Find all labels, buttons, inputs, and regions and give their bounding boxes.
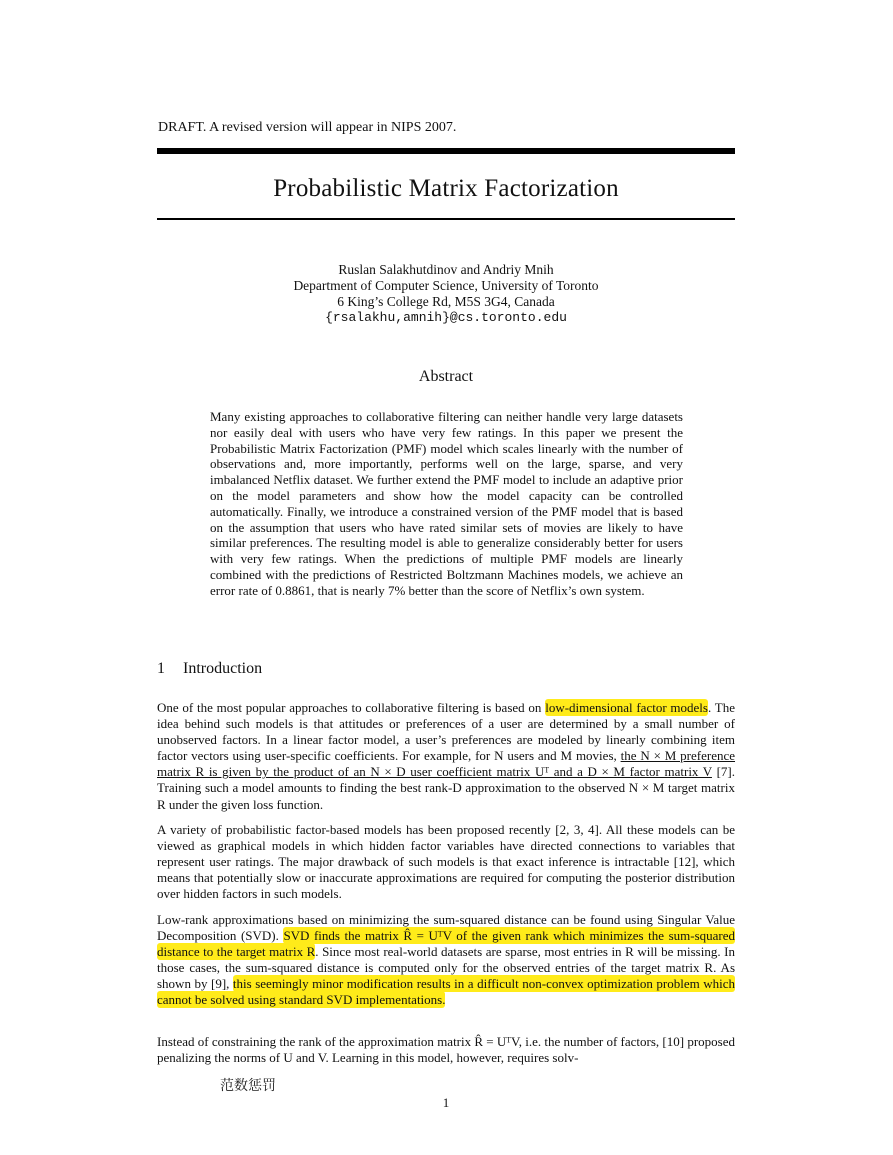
handwritten-annotation: 范数惩罚 — [220, 1078, 276, 1094]
abstract-text: Many existing approaches to collaborative filtering can neither handle very large datasets nor easily deal with users who have very few ratings. In this paper we present the Probabilistic Matrix Factorization (PMF) model which scales linearly with the number of observations and, more importantly, performs well on the large, sparse, and very imbalanced Netflix dataset. We further extend the PMF model to include an adaptive prior on the model parameters and show how the model capacity can be controlled automatically. Finally, we introduce a constrained version of the PMF model that is based on the assumption that users who have rated similar sets of movies are likely to have similar preferences. The resulting model is able to generalize considerably better for users with very few ratings. When the predictions of multiple PMF models are linearly combined with the predictions of Restricted Boltzmann Machines models, we achieve an error rate of 0.8861, that is nearly 7% better than the score of Netflix’s own system. — [210, 409, 683, 598]
section-number: 1 — [157, 660, 165, 677]
highlight: SVD finds the matrix R̂ = UᵀV of the given rank which minimizes the sum-squared distance to the target matrix R — [157, 928, 735, 960]
page-number: 1 — [442, 1095, 450, 1110]
text-run: [7]. Training such a model amounts to finding the best rank-D approximation to the observed N × M target matrix R under the given loss function. — [157, 764, 735, 812]
email: {rsalakhu,amnih}@cs.toronto.edu — [325, 310, 567, 325]
intro-paragraph-1 — [157, 700, 735, 813]
text-run: One of the most popular approaches to collaborative filtering is based on — [157, 700, 546, 715]
affiliation: Department of Computer Science, University of Toronto — [293, 278, 599, 293]
intro-paragraph-3 — [157, 912, 735, 1009]
paper-title: Probabilistic Matrix Factorization — [273, 175, 619, 202]
authors: Ruslan Salakhutdinov and Andriy Mnih — [338, 262, 554, 277]
section-heading — [157, 660, 262, 678]
title-bottom-rule — [157, 218, 735, 220]
text-run: Low-rank approximations based on minimizing the sum-squared distance can be found using Singular Value Decomposition (SVD). — [157, 912, 735, 944]
intro-paragraph-2: A variety of probabilistic factor-based models has been proposed recently [2, 3, 4]. All these models can be viewed as graphical models in which hidden factor variables have directed connections to variables that represent user ratings. The major drawback of such models is that exact inference is intractable [12], which means that potentially slow or inaccurate approximations are required for computing the posterior distribution over hidden factors in such models. — [157, 822, 735, 902]
draft-note: DRAFT. A revised version will appear in NIPS 2007. — [158, 120, 457, 135]
highlight: this seemingly minor modification results in a difficult non-convex optimization problem which cannot be solved using standard SVD implementations. — [157, 976, 735, 1008]
title-top-rule — [157, 148, 735, 154]
address: 6 King’s College Rd, M5S 3G4, Canada — [337, 294, 555, 309]
text-run: . Since most real-world datasets are sparse, most entries in R will be missing. In those cases, the sum-squared distance is computed only for the observed entries of the target matrix R. As shown by [9], — [157, 944, 735, 992]
underline: the N × M preference matrix R is given by the product of an N × D user coefficient matrix Uᵀ and a D × M factor matrix V — [157, 748, 736, 780]
author-block — [157, 262, 735, 326]
abstract-heading: Abstract — [418, 368, 474, 385]
section-title: Introduction — [183, 660, 263, 677]
highlight: low-dimensional factor models — [545, 700, 708, 715]
text-run: . The idea behind such models is that attitudes or preferences of a user are determined by a small number of unobserved factors. In a linear factor model, a user’s preferences are modeled by linearly combining item factor vectors using user-specific coefficients. For example, for N users and M movies, — [157, 700, 735, 764]
intro-paragraph-4: Instead of constraining the rank of the approximation matrix R̂ = UᵀV, i.e. the number of factors, [10] proposed penalizing the norms of U and V. Learning in this model, however, requires solv- — [157, 1034, 735, 1066]
